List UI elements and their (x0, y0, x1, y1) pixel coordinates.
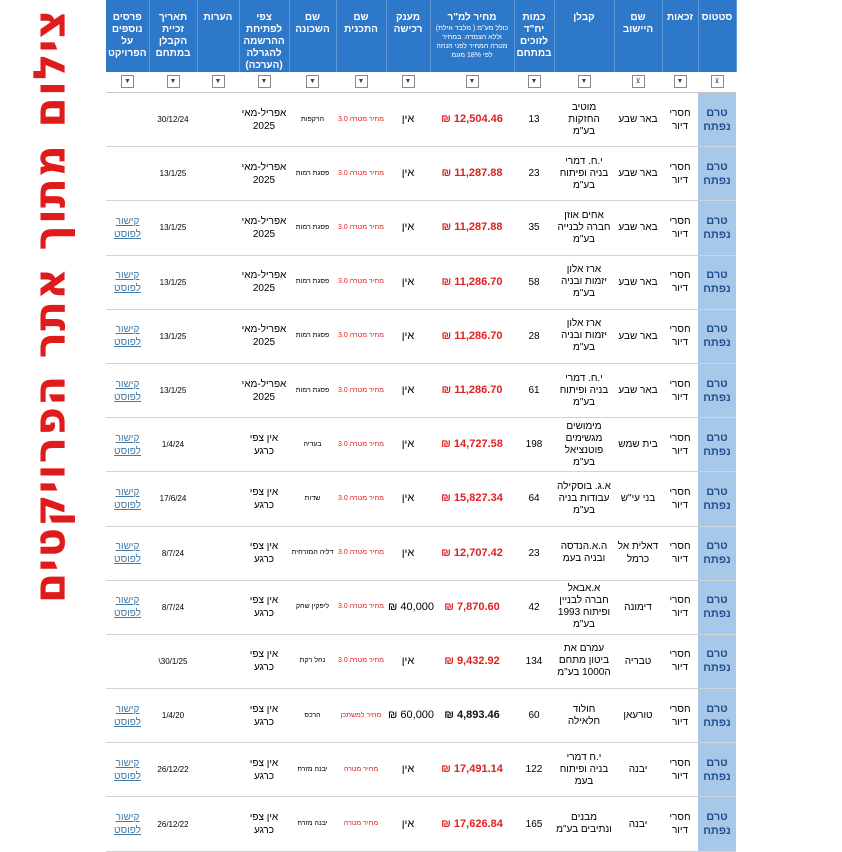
cell-eligibility-date: 1/4/24 (149, 418, 197, 472)
table-row (106, 147, 736, 201)
filter-cell-eligibility-date (149, 72, 197, 93)
filter-cell-program (336, 72, 386, 93)
table-row (106, 201, 736, 255)
cell-eligibility-date: 13/1/25 (149, 147, 197, 201)
cell-status: טרם נפתח (698, 309, 736, 363)
cell-eligibility-date: 13/1/25 (149, 363, 197, 417)
filter-cell-registration (239, 72, 289, 93)
cell-grant: אין (386, 472, 430, 526)
cell-units: 42 (514, 580, 554, 634)
cell-neighborhood: פסגת רמות (289, 147, 336, 201)
cell-eligibility: חסרי דיור (662, 472, 698, 526)
cell-eligibility-date: 17/6/24 (149, 472, 197, 526)
cell-status: טרם נפתח (698, 147, 736, 201)
cell-grant: ₪ 40,000 (386, 580, 430, 634)
table-row (106, 634, 736, 688)
cell-registration: אפריל-מאי 2025 (239, 93, 289, 147)
cell-eligibility: חסרי דיור (662, 634, 698, 688)
cell-eligibility-date: 30/12/24 (149, 93, 197, 147)
cell-notes (197, 309, 239, 363)
header-eligibility-date: תאריך זכיית הקבלן במתחם (149, 0, 197, 72)
cell-units: 23 (514, 147, 554, 201)
cell-settlement: דאלית אל כרמל (614, 526, 662, 580)
filter-cell-eligibility (662, 72, 698, 93)
post-link[interactable]: קישור לפוסט (114, 486, 141, 511)
cell-registration: אפריל-מאי 2025 (239, 147, 289, 201)
cell-status: טרם נפתח (698, 363, 736, 417)
filter-cell-status (698, 72, 736, 93)
cell-program: מחיר מטרה (336, 743, 386, 797)
cell-price: ₪ 4,893.46 (430, 689, 514, 743)
header-notes: הערות (197, 0, 239, 72)
table-row (106, 418, 736, 472)
side-caption-text: צילום מתוך אתר הפרויקטים (24, 8, 76, 604)
cell-eligibility-date: 30/1/25\ (149, 634, 197, 688)
cell-contractor: א.ג. בוסקילה עבודות בניה בע"מ (554, 472, 614, 526)
cell-neighborhood: הרקפות (289, 93, 336, 147)
cell-grant: אין (386, 255, 430, 309)
header-price-main: מחיר למ"ר (447, 12, 497, 23)
header-program: שם התכנית (336, 0, 386, 72)
cell-info (106, 472, 149, 526)
cell-eligibility-date: 8/7/24 (149, 580, 197, 634)
header-eligibility: זכאות (662, 0, 698, 72)
cell-notes (197, 418, 239, 472)
cell-grant: אין (386, 743, 430, 797)
cell-contractor: אחים אוזן חברה לבנייה בע"מ (554, 201, 614, 255)
table-row (106, 797, 736, 851)
cell-price: ₪ 11,287.88 (430, 201, 514, 255)
dropdown-arrow-icon[interactable]: ▼ (121, 75, 134, 88)
cell-notes (197, 472, 239, 526)
projects-sheet (106, 0, 736, 846)
cell-registration: אין צפי כרגע (239, 689, 289, 743)
filter-cell-info (106, 72, 149, 93)
cell-registration: אין צפי כרגע (239, 634, 289, 688)
cell-notes (197, 201, 239, 255)
cell-contractor: י.ח. דמרי בניה ופיתוח בע"מ (554, 363, 614, 417)
cell-units: 122 (514, 743, 554, 797)
cell-grant: אין (386, 93, 430, 147)
cell-units: 61 (514, 363, 554, 417)
cell-settlement: טבריה (614, 634, 662, 688)
table-row (106, 472, 736, 526)
cell-grant: אין (386, 363, 430, 417)
cell-settlement: באר שבע (614, 309, 662, 363)
cell-grant: אין (386, 634, 430, 688)
cell-status: טרם נפתח (698, 255, 736, 309)
cell-info (106, 93, 149, 147)
cell-eligibility: חסרי דיור (662, 255, 698, 309)
cell-neighborhood: יבנה מזרח (289, 797, 336, 851)
cell-program: מחיר מטרה 3.0 (336, 309, 386, 363)
dropdown-arrow-icon[interactable]: ▼ (167, 75, 180, 88)
cell-notes (197, 743, 239, 797)
cell-contractor: י.ח דמרי בניה ופיתוח בעמ (554, 743, 614, 797)
cell-settlement: באר שבע (614, 363, 662, 417)
cell-neighborhood: נחל רקת (289, 634, 336, 688)
cell-notes (197, 526, 239, 580)
header-status: סטטוס (698, 0, 736, 72)
post-link[interactable]: קישור לפוסט (114, 270, 141, 295)
cell-neighborhood: בעדיה (289, 418, 336, 472)
table-row (106, 255, 736, 309)
cell-program: מחיר מטרה 3.0 (336, 147, 386, 201)
cell-price: ₪ 7,870.60 (430, 580, 514, 634)
post-link[interactable]: קישור לפוסט (114, 812, 141, 837)
cell-registration: אין צפי כרגע (239, 526, 289, 580)
cell-settlement: באר שבע (614, 93, 662, 147)
dropdown-arrow-icon[interactable]: ▼ (578, 75, 591, 88)
cell-status: טרם נפתח (698, 634, 736, 688)
cell-grant: ₪ 60,000 (386, 689, 430, 743)
cell-info (106, 797, 149, 851)
cell-grant: אין (386, 797, 430, 851)
header-info: פרסים נוספים על הפרויקט (106, 0, 149, 72)
cell-registration: אפריל-מאי 2025 (239, 255, 289, 309)
cell-units: 58 (514, 255, 554, 309)
cell-price: ₪ 11,287.88 (430, 147, 514, 201)
cell-eligibility-date: 13/1/25 (149, 309, 197, 363)
cell-info (106, 147, 149, 201)
dropdown-arrow-icon[interactable]: ▼ (402, 75, 415, 88)
cell-status: טרם נפתח (698, 472, 736, 526)
cell-units: 165 (514, 797, 554, 851)
cell-eligibility: חסרי דיור (662, 580, 698, 634)
table-row (106, 689, 736, 743)
cell-eligibility: חסרי דיור (662, 309, 698, 363)
cell-contractor: חולוד חלאילה (554, 689, 614, 743)
cell-registration: אפריל-מאי 2025 (239, 201, 289, 255)
cell-eligibility-date: 26/12/22 (149, 743, 197, 797)
cell-status: טרם נפתח (698, 526, 736, 580)
post-link[interactable]: קישור לפוסט (114, 757, 141, 782)
filter-active-icon[interactable]: ⊻ (711, 75, 724, 88)
cell-program: מחיר מטרה (336, 797, 386, 851)
cell-program: מחיר מטרה 3.0 (336, 472, 386, 526)
cell-notes (197, 580, 239, 634)
cell-settlement: באר שבע (614, 201, 662, 255)
cell-info (106, 634, 149, 688)
cell-settlement: יבנה (614, 743, 662, 797)
table-row (106, 309, 736, 363)
filter-cell-grant (386, 72, 430, 93)
cell-price: ₪ 12,504.46 (430, 93, 514, 147)
cell-price: ₪ 14,727.58 (430, 418, 514, 472)
cell-units: 35 (514, 201, 554, 255)
cell-status: טרם נפתח (698, 797, 736, 851)
table-row (106, 363, 736, 417)
table-head (106, 0, 736, 93)
cell-price: ₪ 17,626.84 (430, 797, 514, 851)
cell-price: ₪ 11,286.70 (430, 309, 514, 363)
cell-program: מחיר מטרה 3.0 (336, 363, 386, 417)
cell-neighborhood: שדות (289, 472, 336, 526)
header-price-sub: כולל מע"מ ( מלבד אילת) וללא הצמדה. במחיר מטרה המחיר לפני הנחה לפי 18% מעמ (435, 25, 509, 59)
dropdown-arrow-icon[interactable]: ▼ (528, 75, 541, 88)
cell-contractor: מוטיב החזקות בע"מ (554, 93, 614, 147)
table-row (106, 580, 736, 634)
cell-info (106, 363, 149, 417)
table-row (106, 743, 736, 797)
filter-cell-units (514, 72, 554, 93)
cell-eligibility: חסרי דיור (662, 418, 698, 472)
cell-eligibility-date: 13/1/25 (149, 255, 197, 309)
cell-units: 23 (514, 526, 554, 580)
cell-contractor: מבנים ונתיבים בע"מ (554, 797, 614, 851)
cell-settlement: טורעאן (614, 689, 662, 743)
cell-registration: אפריל-מאי 2025 (239, 309, 289, 363)
cell-notes (197, 363, 239, 417)
cell-contractor: ארז אלון יזמות ובניה בע"מ (554, 255, 614, 309)
cell-price: ₪ 9,432.92 (430, 634, 514, 688)
cell-eligibility: חסרי דיור (662, 743, 698, 797)
cell-info (106, 201, 149, 255)
cell-registration: אין צפי כרגע (239, 418, 289, 472)
cell-units: 60 (514, 689, 554, 743)
cell-grant: אין (386, 418, 430, 472)
filter-cell-settlement (614, 72, 662, 93)
cell-info (106, 418, 149, 472)
cell-notes (197, 634, 239, 688)
cell-registration: אין צפי כרגע (239, 743, 289, 797)
dropdown-arrow-icon[interactable]: ▼ (674, 75, 687, 88)
cell-contractor: ארז אלון יזמות ובניה בע"מ (554, 309, 614, 363)
dropdown-arrow-icon[interactable]: ▼ (212, 75, 225, 88)
cell-program: מחיר מטרה 3.0 (336, 634, 386, 688)
cell-notes (197, 147, 239, 201)
cell-neighborhood: יבנה מזרח (289, 743, 336, 797)
header-neighborhood: שם השכונה (289, 0, 336, 72)
cell-eligibility: חסרי דיור (662, 689, 698, 743)
cell-neighborhood: דליה המזרחית (289, 526, 336, 580)
cell-notes (197, 93, 239, 147)
cell-price: ₪ 12,707.42 (430, 526, 514, 580)
cell-units: 28 (514, 309, 554, 363)
post-link[interactable]: קישור לפוסט (114, 703, 141, 728)
cell-info (106, 309, 149, 363)
cell-settlement: באר שבע (614, 255, 662, 309)
projects-table (106, 0, 737, 852)
cell-program: מחיר מטרה 3.0 (336, 526, 386, 580)
post-link[interactable]: קישור לפוסט (114, 324, 141, 349)
cell-units: 64 (514, 472, 554, 526)
post-link[interactable]: קישור לפוסט (114, 432, 141, 457)
post-link[interactable]: קישור לפוסט (114, 595, 141, 620)
filter-cell-price (430, 72, 514, 93)
cell-program: מחיר מטרה 3.0 (336, 418, 386, 472)
post-link[interactable]: קישור לפוסט (114, 378, 141, 403)
header-units: כמות יח"ד לזוכים במתחם (514, 0, 554, 72)
cell-units: 134 (514, 634, 554, 688)
dropdown-arrow-icon[interactable]: ▼ (258, 75, 271, 88)
cell-price: ₪ 17,491.14 (430, 743, 514, 797)
cell-program: מחיר מטרה 3.0 (336, 255, 386, 309)
cell-neighborhood: פסגת רמות (289, 363, 336, 417)
cell-status: טרם נפתח (698, 580, 736, 634)
cell-eligibility: חסרי דיור (662, 147, 698, 201)
cell-neighborhood: ליפקין שחק (289, 580, 336, 634)
cell-settlement: באר שבע (614, 147, 662, 201)
cell-program: מחיר מטרה 3.0 (336, 201, 386, 255)
cell-eligibility-date: 1/4/20 (149, 689, 197, 743)
cell-info (106, 255, 149, 309)
cell-program: מחיר מטרה 3.0 (336, 93, 386, 147)
header-registration: צפי לפתיחת ההרשמה להגרלה (הערכה) (239, 0, 289, 72)
header-contractor: קבלן (554, 0, 614, 72)
cell-price: ₪ 15,827.34 (430, 472, 514, 526)
cell-grant: אין (386, 201, 430, 255)
cell-notes (197, 255, 239, 309)
cell-contractor: עמרם את ביטון מתחם ה1000 בע"מ (554, 634, 614, 688)
filter-active-icon[interactable]: ⊻ (632, 75, 645, 88)
cell-contractor: א.אבאל חברה לבניין ופיתוח 1993 בע"מ (554, 580, 614, 634)
post-link[interactable]: קישור לפוסט (114, 215, 141, 240)
cell-units: 198 (514, 418, 554, 472)
cell-status: טרם נפתח (698, 689, 736, 743)
cell-program: מחיר מטרה 3.0 (336, 580, 386, 634)
cell-contractor: ה.א.הנדסה ובניה בעמ (554, 526, 614, 580)
header-price (430, 0, 514, 72)
cell-notes (197, 689, 239, 743)
cell-eligibility-date: 13/1/25 (149, 201, 197, 255)
cell-settlement: דימונה (614, 580, 662, 634)
cell-contractor: י.ח. דמרי בניה ופיתוח בע"מ (554, 147, 614, 201)
cell-units: 13 (514, 93, 554, 147)
cell-settlement: יבנה (614, 797, 662, 851)
header-settlement: שם היישוב (614, 0, 662, 72)
filter-row (106, 72, 736, 93)
cell-status: טרם נפתח (698, 418, 736, 472)
cell-info (106, 689, 149, 743)
cell-neighborhood: פסגת רמות (289, 255, 336, 309)
cell-grant: אין (386, 147, 430, 201)
filter-cell-notes (197, 72, 239, 93)
cell-registration: אין צפי כרגע (239, 472, 289, 526)
cell-settlement: בני עי"ש (614, 472, 662, 526)
dropdown-arrow-icon[interactable]: ▼ (306, 75, 319, 88)
post-link[interactable]: קישור לפוסט (114, 541, 141, 566)
cell-eligibility-date: 26/12/22 (149, 797, 197, 851)
cell-grant: אין (386, 309, 430, 363)
cell-eligibility: חסרי דיור (662, 363, 698, 417)
cell-program: מחיר למשתכן (336, 689, 386, 743)
cell-eligibility: חסרי דיור (662, 93, 698, 147)
header-grant: מענק רכישה (386, 0, 430, 72)
cell-registration: אין צפי כרגע (239, 580, 289, 634)
filter-cell-neighborhood (289, 72, 336, 93)
cell-eligibility: חסרי דיור (662, 797, 698, 851)
cell-registration: אין צפי כרגע (239, 797, 289, 851)
table-row (106, 526, 736, 580)
cell-eligibility: חסרי דיור (662, 201, 698, 255)
cell-eligibility-date: 8/7/24 (149, 526, 197, 580)
side-caption (0, 0, 100, 846)
cell-registration: אפריל-מאי 2025 (239, 363, 289, 417)
dropdown-arrow-icon[interactable]: ▼ (466, 75, 479, 88)
cell-eligibility: חסרי דיור (662, 526, 698, 580)
filter-cell-contractor (554, 72, 614, 93)
table-row (106, 93, 736, 147)
cell-neighborhood: פסגת רמות (289, 201, 336, 255)
cell-grant: אין (386, 526, 430, 580)
cell-neighborhood: פסגת רמות (289, 309, 336, 363)
cell-settlement: בית שמש (614, 418, 662, 472)
cell-info (106, 580, 149, 634)
cell-info (106, 526, 149, 580)
dropdown-arrow-icon[interactable]: ▼ (355, 75, 368, 88)
cell-neighborhood: הרכס (289, 689, 336, 743)
cell-status: טרם נפתח (698, 93, 736, 147)
header-row (106, 0, 736, 72)
cell-contractor: מימושים מגשימים פוטנציאל בע"מ (554, 418, 614, 472)
cell-status: טרם נפתח (698, 743, 736, 797)
cell-info (106, 743, 149, 797)
cell-price: ₪ 11,286.70 (430, 363, 514, 417)
table-body (106, 93, 736, 852)
cell-status: טרם נפתח (698, 201, 736, 255)
cell-notes (197, 797, 239, 851)
cell-price: ₪ 11,286.70 (430, 255, 514, 309)
